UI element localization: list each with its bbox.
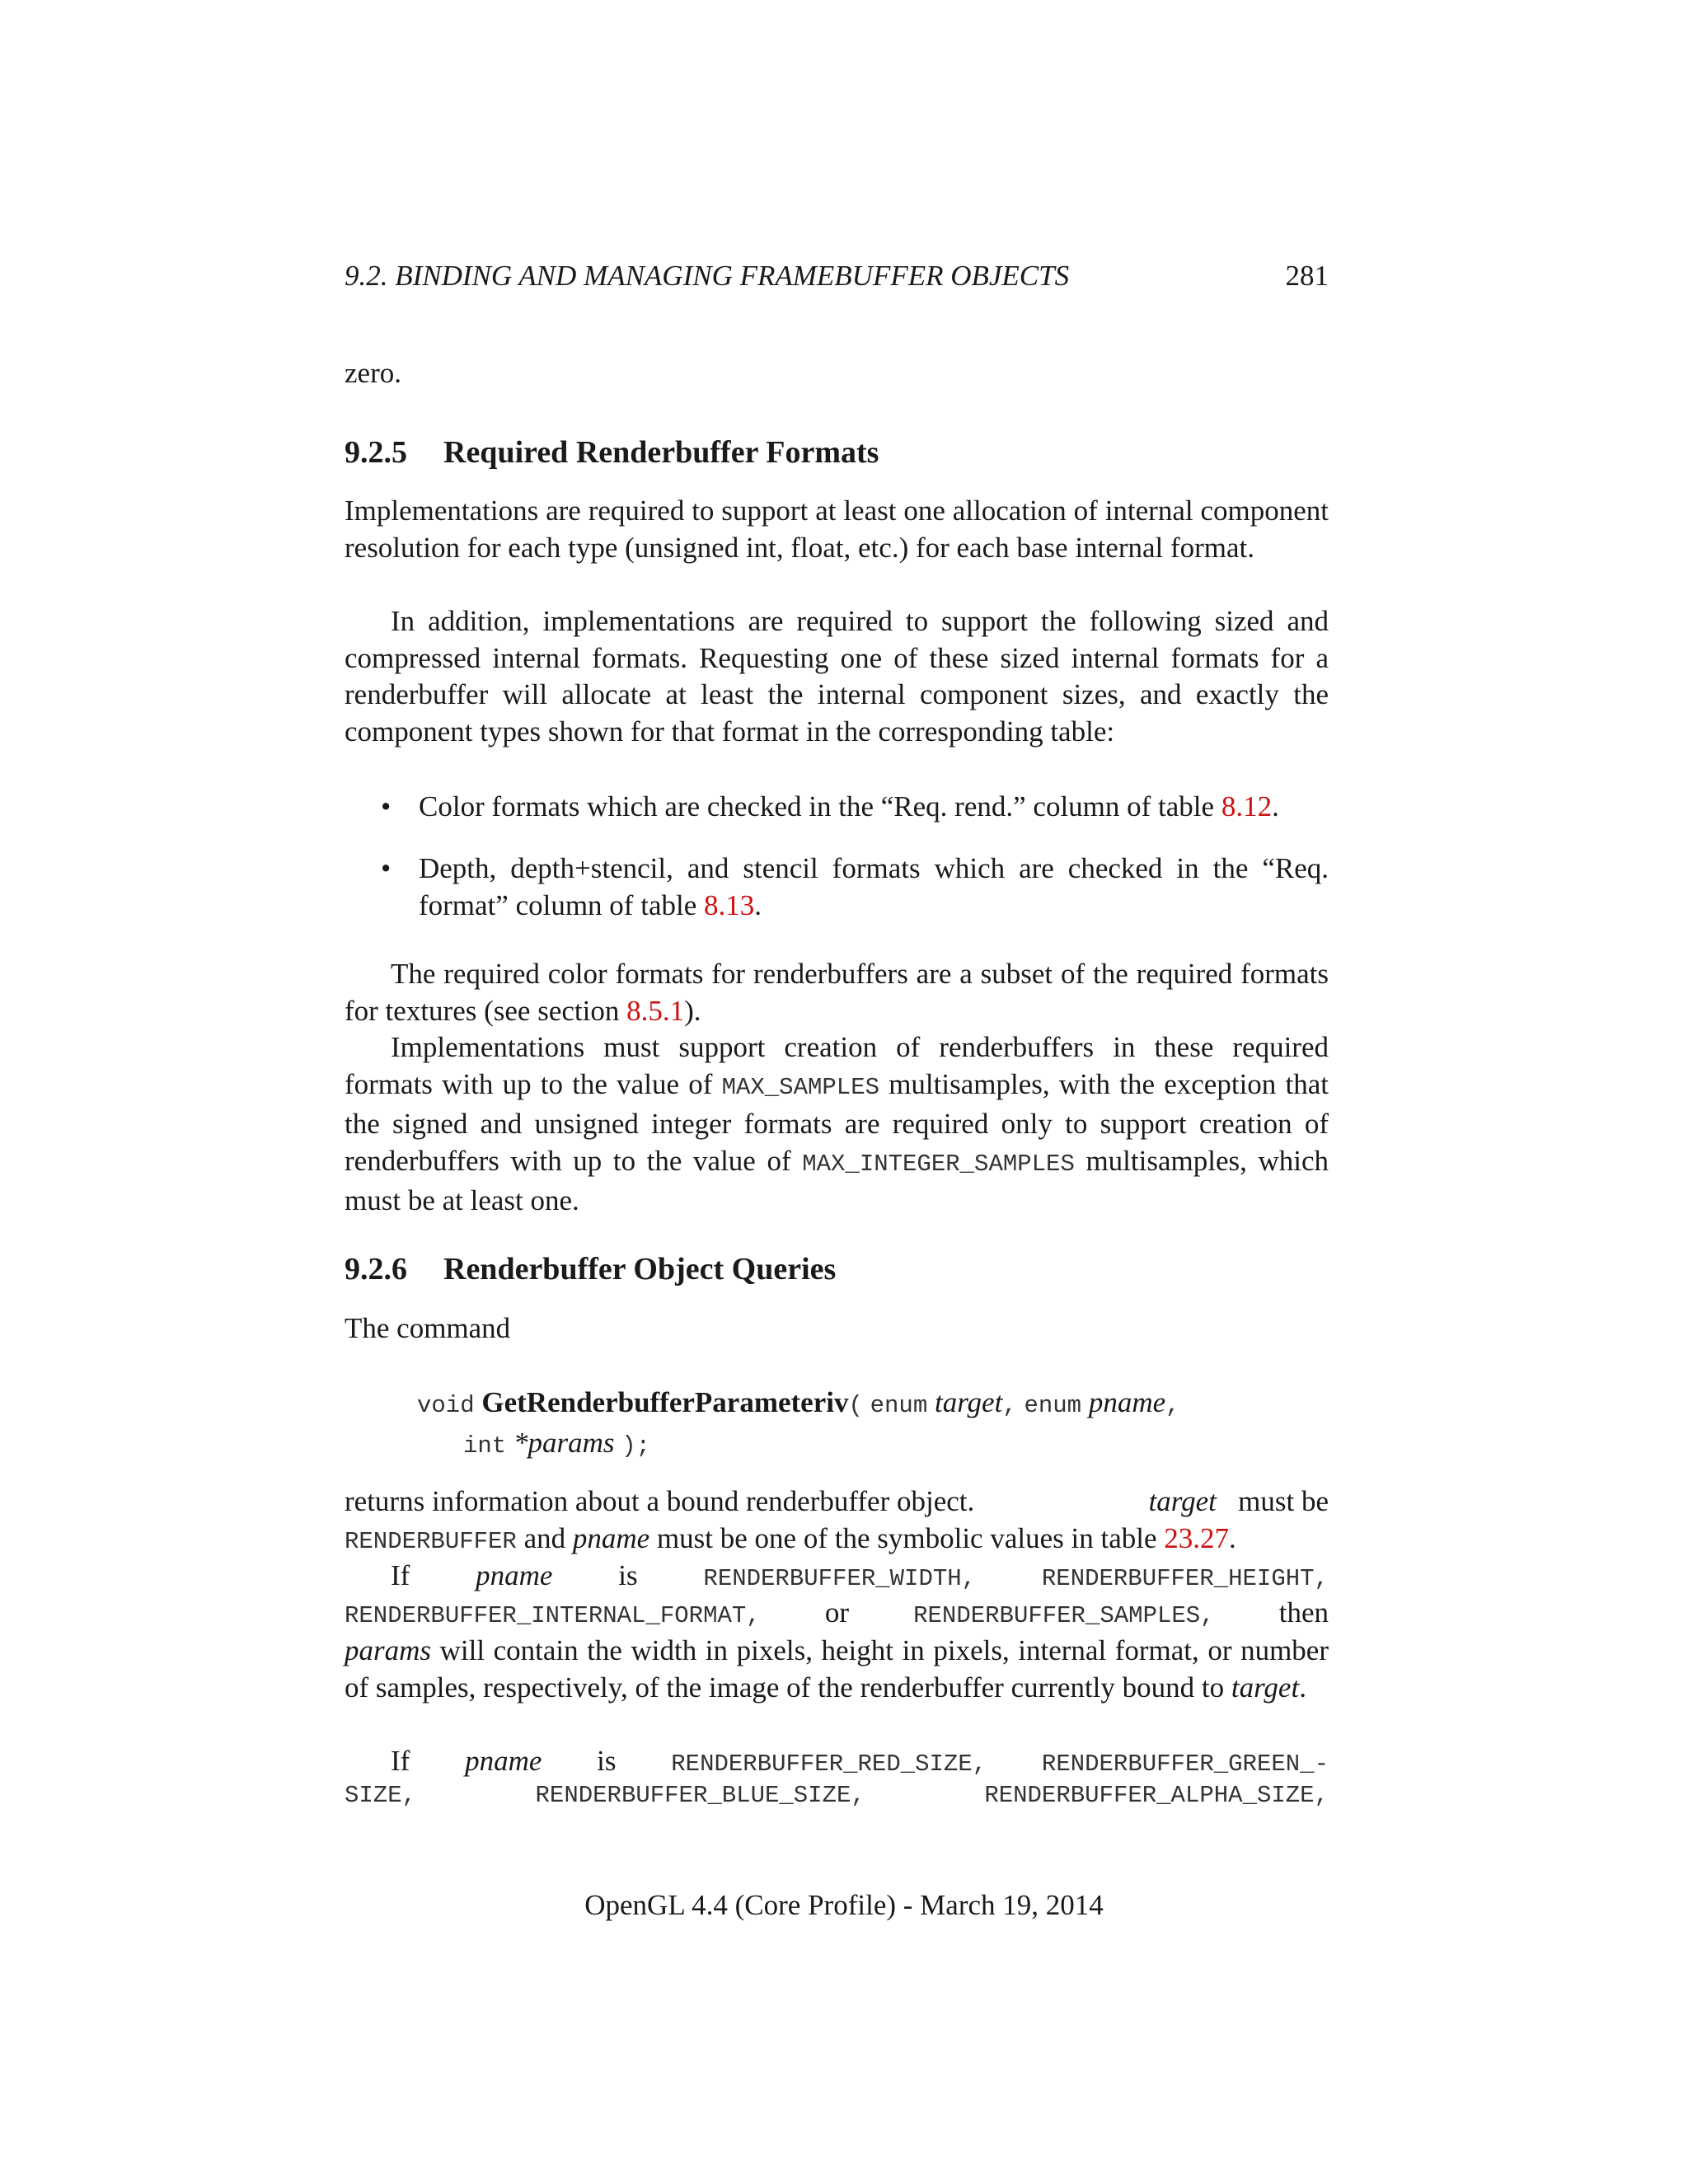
paragraph-required-support: Implementations are required to support at least one allocation of internal component resolution for each type (unsigned int, float, etc.) for each base internal format.	[345, 494, 1329, 564]
paragraph-width-height-line-1	[345, 1559, 1329, 1596]
comma: ,	[1002, 1392, 1017, 1419]
code-size-cont: SIZE,	[345, 1782, 417, 1809]
param-pname: pname	[572, 1522, 650, 1554]
para-end: .	[1299, 1671, 1306, 1704]
para-text: is	[597, 1745, 617, 1777]
section-number: 9.2.5	[345, 435, 407, 470]
para-text: and	[516, 1522, 573, 1554]
param-target: target	[1231, 1671, 1300, 1704]
para-text: must be	[1238, 1485, 1329, 1517]
para-text: multisamples, with the exception that the signed and unsigned integer formats are required only to support creation of renderbuffers with up to the value of	[345, 1067, 1329, 1177]
table-ref-link[interactable]: 23.27	[1164, 1522, 1229, 1554]
param-name: *params	[513, 1426, 615, 1459]
section-ref-link[interactable]: 8.5.1	[626, 994, 685, 1027]
bullet-end: .	[1272, 790, 1279, 823]
bullet-item-color-formats	[381, 789, 1329, 826]
param-name: target	[935, 1386, 1003, 1418]
param-pname: pname	[476, 1559, 553, 1591]
code-green-size: RENDERBUFFER_GREEN_-	[1041, 1750, 1329, 1778]
paragraph-color-subset	[345, 956, 1329, 1029]
section-heading-9-2-6	[345, 1251, 836, 1287]
bullet-text: Color formats which are checked in the “Req. rend.” column of table	[419, 790, 1221, 823]
continuation-text: zero.	[345, 357, 401, 389]
paragraph-width-height-rest	[345, 1633, 1329, 1706]
bullet-item-depth-formats	[381, 851, 1329, 924]
code-alpha-size: RENDERBUFFER_ALPHA_SIZE,	[984, 1782, 1329, 1809]
comma: ,	[1165, 1392, 1180, 1419]
function-prototype	[417, 1385, 1180, 1465]
code-height: RENDERBUFFER_HEIGHT,	[1041, 1565, 1329, 1592]
paragraph-sized-formats: In addition, implementations are required to support the following sized and compressed internal formats. Requesting one of these sized internal formats for a renderbuffer will allocate at least the internal component sizes, and exactly the component types shown for that format in the corresponding table:	[345, 605, 1329, 748]
para-text: The required color formats for renderbuffers are a subset of the required formats for textures (see section	[345, 958, 1329, 1027]
code-samples: RENDERBUFFER_SAMPLES,	[913, 1602, 1215, 1629]
para-text: returns information about a bound renderbuffer object.	[345, 1485, 975, 1517]
para-text: will contain the width in pixels, height in pixels, internal format, or number of samples, respectively, of the image of the renderbuffer currently bound to	[345, 1634, 1329, 1704]
table-ref-link[interactable]: 8.12	[1221, 790, 1273, 823]
paragraph-command-intro: The command	[345, 1312, 511, 1344]
bullet-icon: •	[381, 852, 392, 884]
paragraph-width-height-line-2	[345, 1596, 1329, 1633]
section-title: Renderbuffer Object Queries	[443, 1252, 837, 1286]
code-width: RENDERBUFFER_WIDTH,	[703, 1565, 977, 1592]
paragraph-returns-line-2	[345, 1522, 1329, 1558]
code-internal-format: RENDERBUFFER_INTERNAL_FORMAT,	[345, 1602, 761, 1629]
prototype-line-2	[463, 1425, 1180, 1465]
para-text: If	[391, 1745, 410, 1777]
para-text: is	[618, 1559, 638, 1591]
param-type: enum	[870, 1392, 928, 1419]
code-blue-size: RENDERBUFFER_BLUE_SIZE,	[535, 1782, 865, 1809]
para-text: Implementations must support creation of renderbuffers in these required formats with up to the value of	[345, 1031, 1329, 1100]
paragraph-size-line-2	[345, 1782, 1329, 1818]
paragraph-multisamples	[345, 1029, 1329, 1220]
param-target: target	[1148, 1485, 1217, 1517]
function-name: GetRenderbufferParameteriv	[481, 1386, 849, 1418]
para-text: multisamples, which must be at least one.	[345, 1144, 1329, 1216]
code-renderbuffer: RENDERBUFFER	[345, 1528, 517, 1555]
table-ref-link[interactable]: 8.13	[703, 888, 755, 921]
paren-close: );	[621, 1432, 651, 1460]
code-max-integer-samples: MAX_INTEGER_SAMPLES	[802, 1150, 1075, 1178]
para-text: must be one of the symbolic values in table	[649, 1522, 1165, 1554]
page-footer: OpenGL 4.4 (Core Profile) - March 19, 2014	[584, 1889, 1104, 1921]
section-title: Required Renderbuffer Formats	[443, 435, 879, 470]
section-number: 9.2.6	[345, 1252, 407, 1286]
header-title: 9.2. BINDING AND MANAGING FRAMEBUFFER OBJECTS	[345, 260, 1070, 292]
bullet-end: .	[754, 888, 762, 921]
running-header	[345, 260, 1329, 296]
bullet-text: Depth, depth+stencil, and stencil formats which are checked in the “Req. format” column of table	[419, 852, 1329, 921]
code-red-size: RENDERBUFFER_RED_SIZE,	[671, 1750, 987, 1778]
page-number: 281	[1285, 260, 1329, 292]
para-text: then	[1278, 1596, 1329, 1629]
para-end: ).	[684, 994, 701, 1027]
prototype-line-1	[417, 1385, 1180, 1425]
code-max-samples: MAX_SAMPLES	[721, 1073, 879, 1101]
paragraph-returns-line-1	[345, 1485, 1329, 1521]
param-name: pname	[1088, 1386, 1166, 1418]
return-type: void	[417, 1392, 475, 1419]
paragraph-size-line-1	[345, 1745, 1329, 1781]
para-text: or	[824, 1596, 849, 1629]
paren-open: (	[848, 1392, 863, 1419]
param-type: enum	[1024, 1392, 1082, 1419]
param-params: params	[345, 1634, 432, 1666]
param-pname: pname	[465, 1745, 542, 1777]
param-type: int	[463, 1432, 507, 1460]
section-heading-9-2-5	[345, 434, 879, 471]
para-end: .	[1229, 1522, 1236, 1554]
bullet-icon: •	[381, 790, 392, 823]
para-text: If	[391, 1559, 410, 1591]
